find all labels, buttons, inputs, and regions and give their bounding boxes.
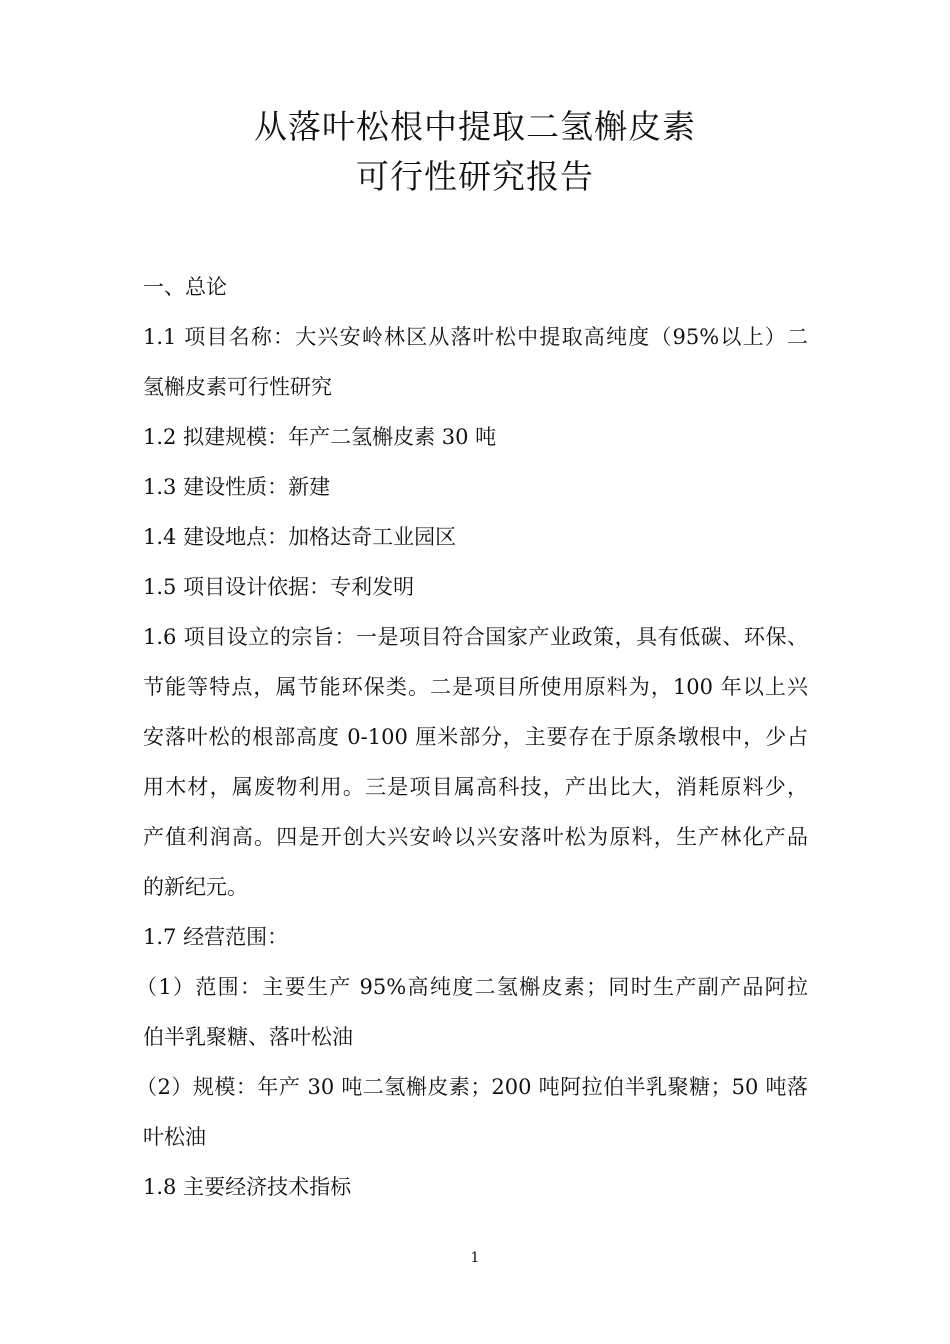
item-1-1-project-name: 1.1 项目名称：大兴安岭林区从落叶松中提取高纯度（95%以上）二 bbox=[143, 325, 808, 349]
title-line-2: 可行性研究报告 bbox=[356, 157, 594, 196]
item-1-1-continuation: 氢槲皮素可行性研究 bbox=[143, 375, 332, 399]
item-1-8-indicators: 1.8 主要经济技术指标 bbox=[143, 1175, 352, 1199]
item-1-6-purpose-line-2: 节能等特点，属节能环保类。二是项目所使用原料为，100 年以上兴 bbox=[143, 675, 808, 699]
item-1-6-purpose-line-6: 的新纪元。 bbox=[143, 875, 248, 899]
item-1-7-scope-range: （1）范围：主要生产 95%高纯度二氢槲皮素；同时生产副产品阿拉 bbox=[136, 975, 808, 999]
item-1-2-scale: 1.2 拟建规模：年产二氢槲皮素 30 吨 bbox=[143, 425, 497, 449]
item-1-7-scope-range-continuation: 伯半乳聚糖、落叶松油 bbox=[143, 1025, 353, 1049]
document-title bbox=[0, 102, 950, 202]
page-number: 1 bbox=[470, 1250, 480, 1266]
item-1-6-purpose-line-4: 用木材，属废物利用。三是项目属高科技，产出比大，消耗原料少， bbox=[143, 775, 808, 799]
item-1-7-scope-scale: （2）规模：年产 30 吨二氢槲皮素；200 吨阿拉伯半乳聚糖；50 吨落 bbox=[136, 1075, 808, 1099]
section-heading-general: 一、总论 bbox=[143, 275, 227, 299]
item-1-5-design-basis: 1.5 项目设计依据：专利发明 bbox=[143, 575, 415, 599]
item-1-7-business-scope: 1.7 经营范围： bbox=[143, 925, 289, 949]
item-1-6-purpose-line-5: 产值利润高。四是开创大兴安岭以兴安落叶松为原料，生产林化产品 bbox=[143, 825, 808, 849]
item-1-6-purpose: 1.6 项目设立的宗旨：一是项目符合国家产业政策，具有低碳、环保、 bbox=[143, 625, 808, 649]
document-body bbox=[136, 262, 808, 1212]
item-1-6-purpose-line-3: 安落叶松的根部高度 0-100 厘米部分，主要存在于原条墩根中，少占 bbox=[143, 725, 808, 749]
title-line-1: 从落叶松根中提取二氢槲皮素 bbox=[254, 107, 696, 146]
item-1-4-location: 1.4 建设地点：加格达奇工业园区 bbox=[143, 525, 457, 549]
item-1-7-scope-scale-continuation: 叶松油 bbox=[143, 1125, 206, 1149]
item-1-3-nature: 1.3 建设性质：新建 bbox=[143, 475, 331, 499]
